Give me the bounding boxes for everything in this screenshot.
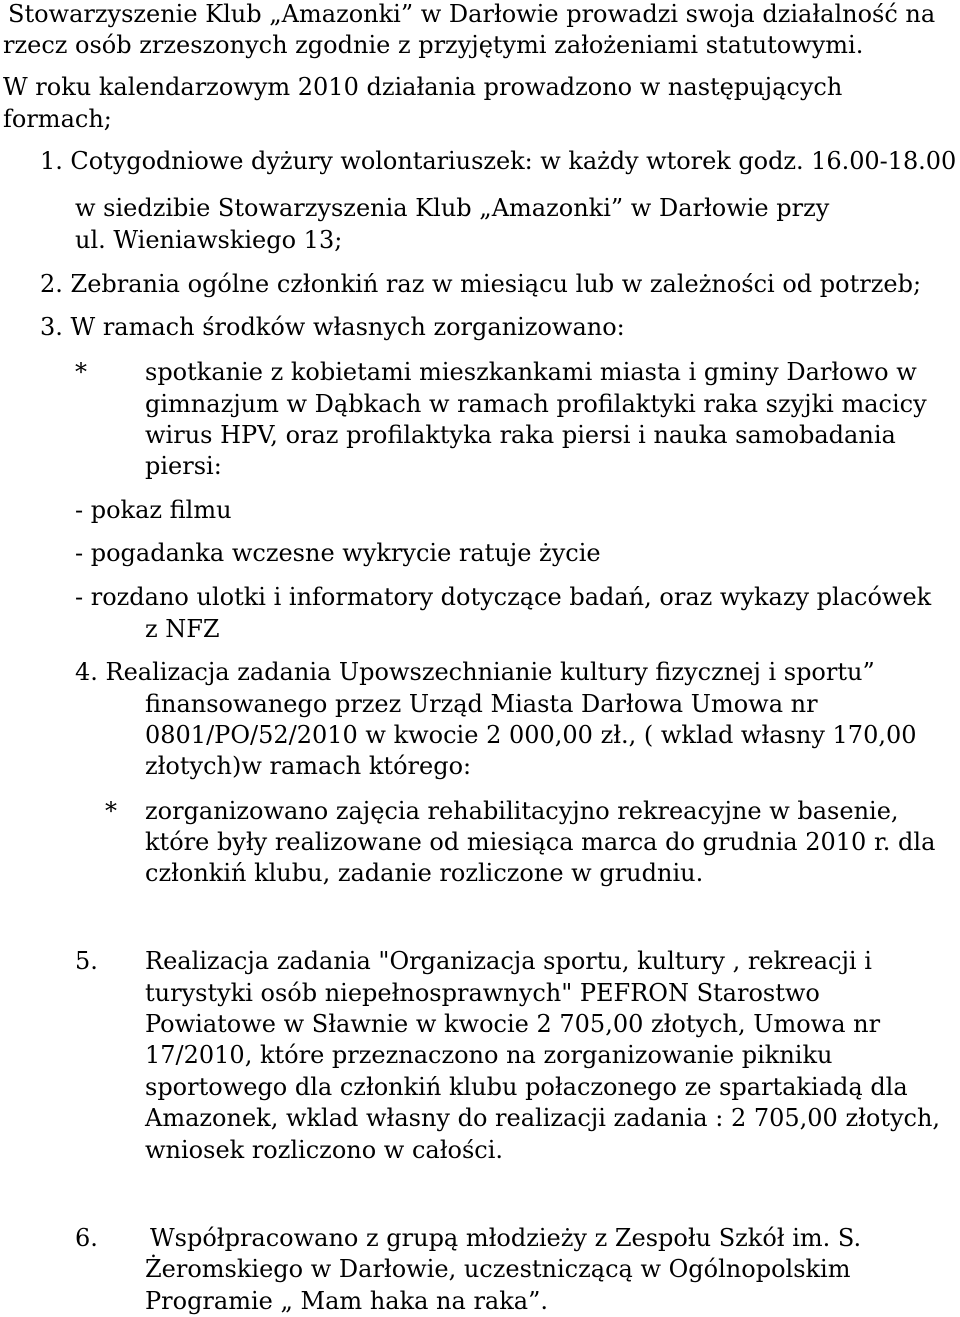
item-5-line-3: Powiatowe w Sławnie w kwocie 2 705,00 złotych, Umowa nr bbox=[145, 1010, 881, 1038]
item-5-line-1: Realizacja zadania "Organizacja sportu, kultury , rekreacji i bbox=[145, 947, 872, 975]
item-5-line-7: wniosek rozliczono w całości. bbox=[145, 1136, 504, 1164]
item-4-bullet: * bbox=[105, 797, 117, 825]
intro-line-2: rzecz osób zrzeszonych zgodnie z przyjętymi założeniami statutowymi. bbox=[3, 31, 864, 59]
item-3-dash-3-line-1: - rozdano ulotki i informatory dotyczące badań, oraz wykazy placówek bbox=[75, 583, 932, 611]
item-1-line-3: ul. Wieniawskiego 13; bbox=[75, 226, 343, 254]
intro-line-1: Stowarzyszenie Klub „Amazonki” w Darłowie prowadzi swoja działalność na bbox=[8, 0, 936, 28]
item-3-sub-line-1: spotkanie z kobietami mieszkankami miasta i gminy Darłowo w bbox=[145, 358, 917, 386]
item-5-line-5: sportowego dla członkiń klubu połaczonego ze spartakiadą dla bbox=[145, 1073, 908, 1101]
item-5-number: 5. bbox=[75, 947, 98, 975]
item-1-line-1: 1. Cotygodniowe dyżury wolontariuszek: w każdy wtorek godz. 16.00-18.00 bbox=[40, 147, 957, 175]
item-6-line-3: Programie „ Mam haka na raka”. bbox=[145, 1287, 548, 1315]
item-3-sub-line-2: gimnazjum w Dąbkach w ramach profilaktyki raka szyjki macicy bbox=[145, 390, 927, 418]
item-3-heading: 3. W ramach środków własnych zorganizowano: bbox=[40, 313, 625, 341]
item-4-sub-line-2: które były realizowane od miesiąca marca do grudnia 2010 r. dla bbox=[145, 828, 936, 856]
item-6-number: 6. bbox=[75, 1224, 98, 1252]
lead-line-1: W roku kalendarzowym 2010 działania prowadzono w następujących bbox=[3, 73, 843, 101]
item-5-line-4: 17/2010, które przeznaczono na zorganizowanie pikniku bbox=[145, 1041, 833, 1069]
item-3-sub-line-4: piersi: bbox=[145, 452, 222, 480]
item-3-dash-1: - pokaz filmu bbox=[75, 496, 232, 524]
item-3-dash-3-line-2: z NFZ bbox=[145, 615, 220, 643]
item-4-line-2: finansowanego przez Urząd Miasta Darłowa Umowa nr bbox=[145, 690, 818, 718]
item-3-bullet: * bbox=[75, 358, 87, 386]
item-5-line-6: Amazonek, wklad własny do realizacji zadania : 2 705,00 złotych, bbox=[145, 1104, 941, 1132]
item-2-text: 2. Zebrania ogólne członkiń raz w miesiącu lub w zależności od potrzeb; bbox=[40, 270, 922, 298]
item-6-line-1: Współpracowano z grupą młodzieży z Zespołu Szkół im. S. bbox=[150, 1224, 862, 1252]
item-1-line-2: w siedzibie Stowarzyszenia Klub „Amazonki” w Darłowie przy bbox=[75, 194, 830, 222]
item-3-dash-2: - pogadanka wczesne wykrycie ratuje życie bbox=[75, 539, 601, 567]
lead-line-2: formach; bbox=[3, 105, 112, 133]
item-4-sub-line-1: zorganizowano zajęcia rehabilitacyjno rekreacyjne w basenie, bbox=[145, 797, 899, 825]
item-6-line-2: Żeromskiego w Darłowie, uczestniczącą w Ogólnopolskim bbox=[145, 1255, 851, 1283]
item-4-sub-line-3: członkiń klubu, zadanie rozliczone w grudniu. bbox=[145, 859, 704, 887]
item-4-line-3: 0801/PO/52/2010 w kwocie 2 000,00 zł., ( wklad własny 170,00 bbox=[145, 721, 917, 749]
item-4-line-4: złotych)w ramach którego: bbox=[145, 752, 472, 780]
item-4-line-1: 4. Realizacja zadania Upowszechnianie kultury fizycznej i sportu” bbox=[75, 658, 875, 686]
item-3-sub-line-3: wirus HPV, oraz profilaktyka raka piersi i nauka samobadania bbox=[145, 421, 896, 449]
item-5-line-2: turystyki osób niepełnosprawnych" PEFRON Starostwo bbox=[145, 979, 820, 1007]
